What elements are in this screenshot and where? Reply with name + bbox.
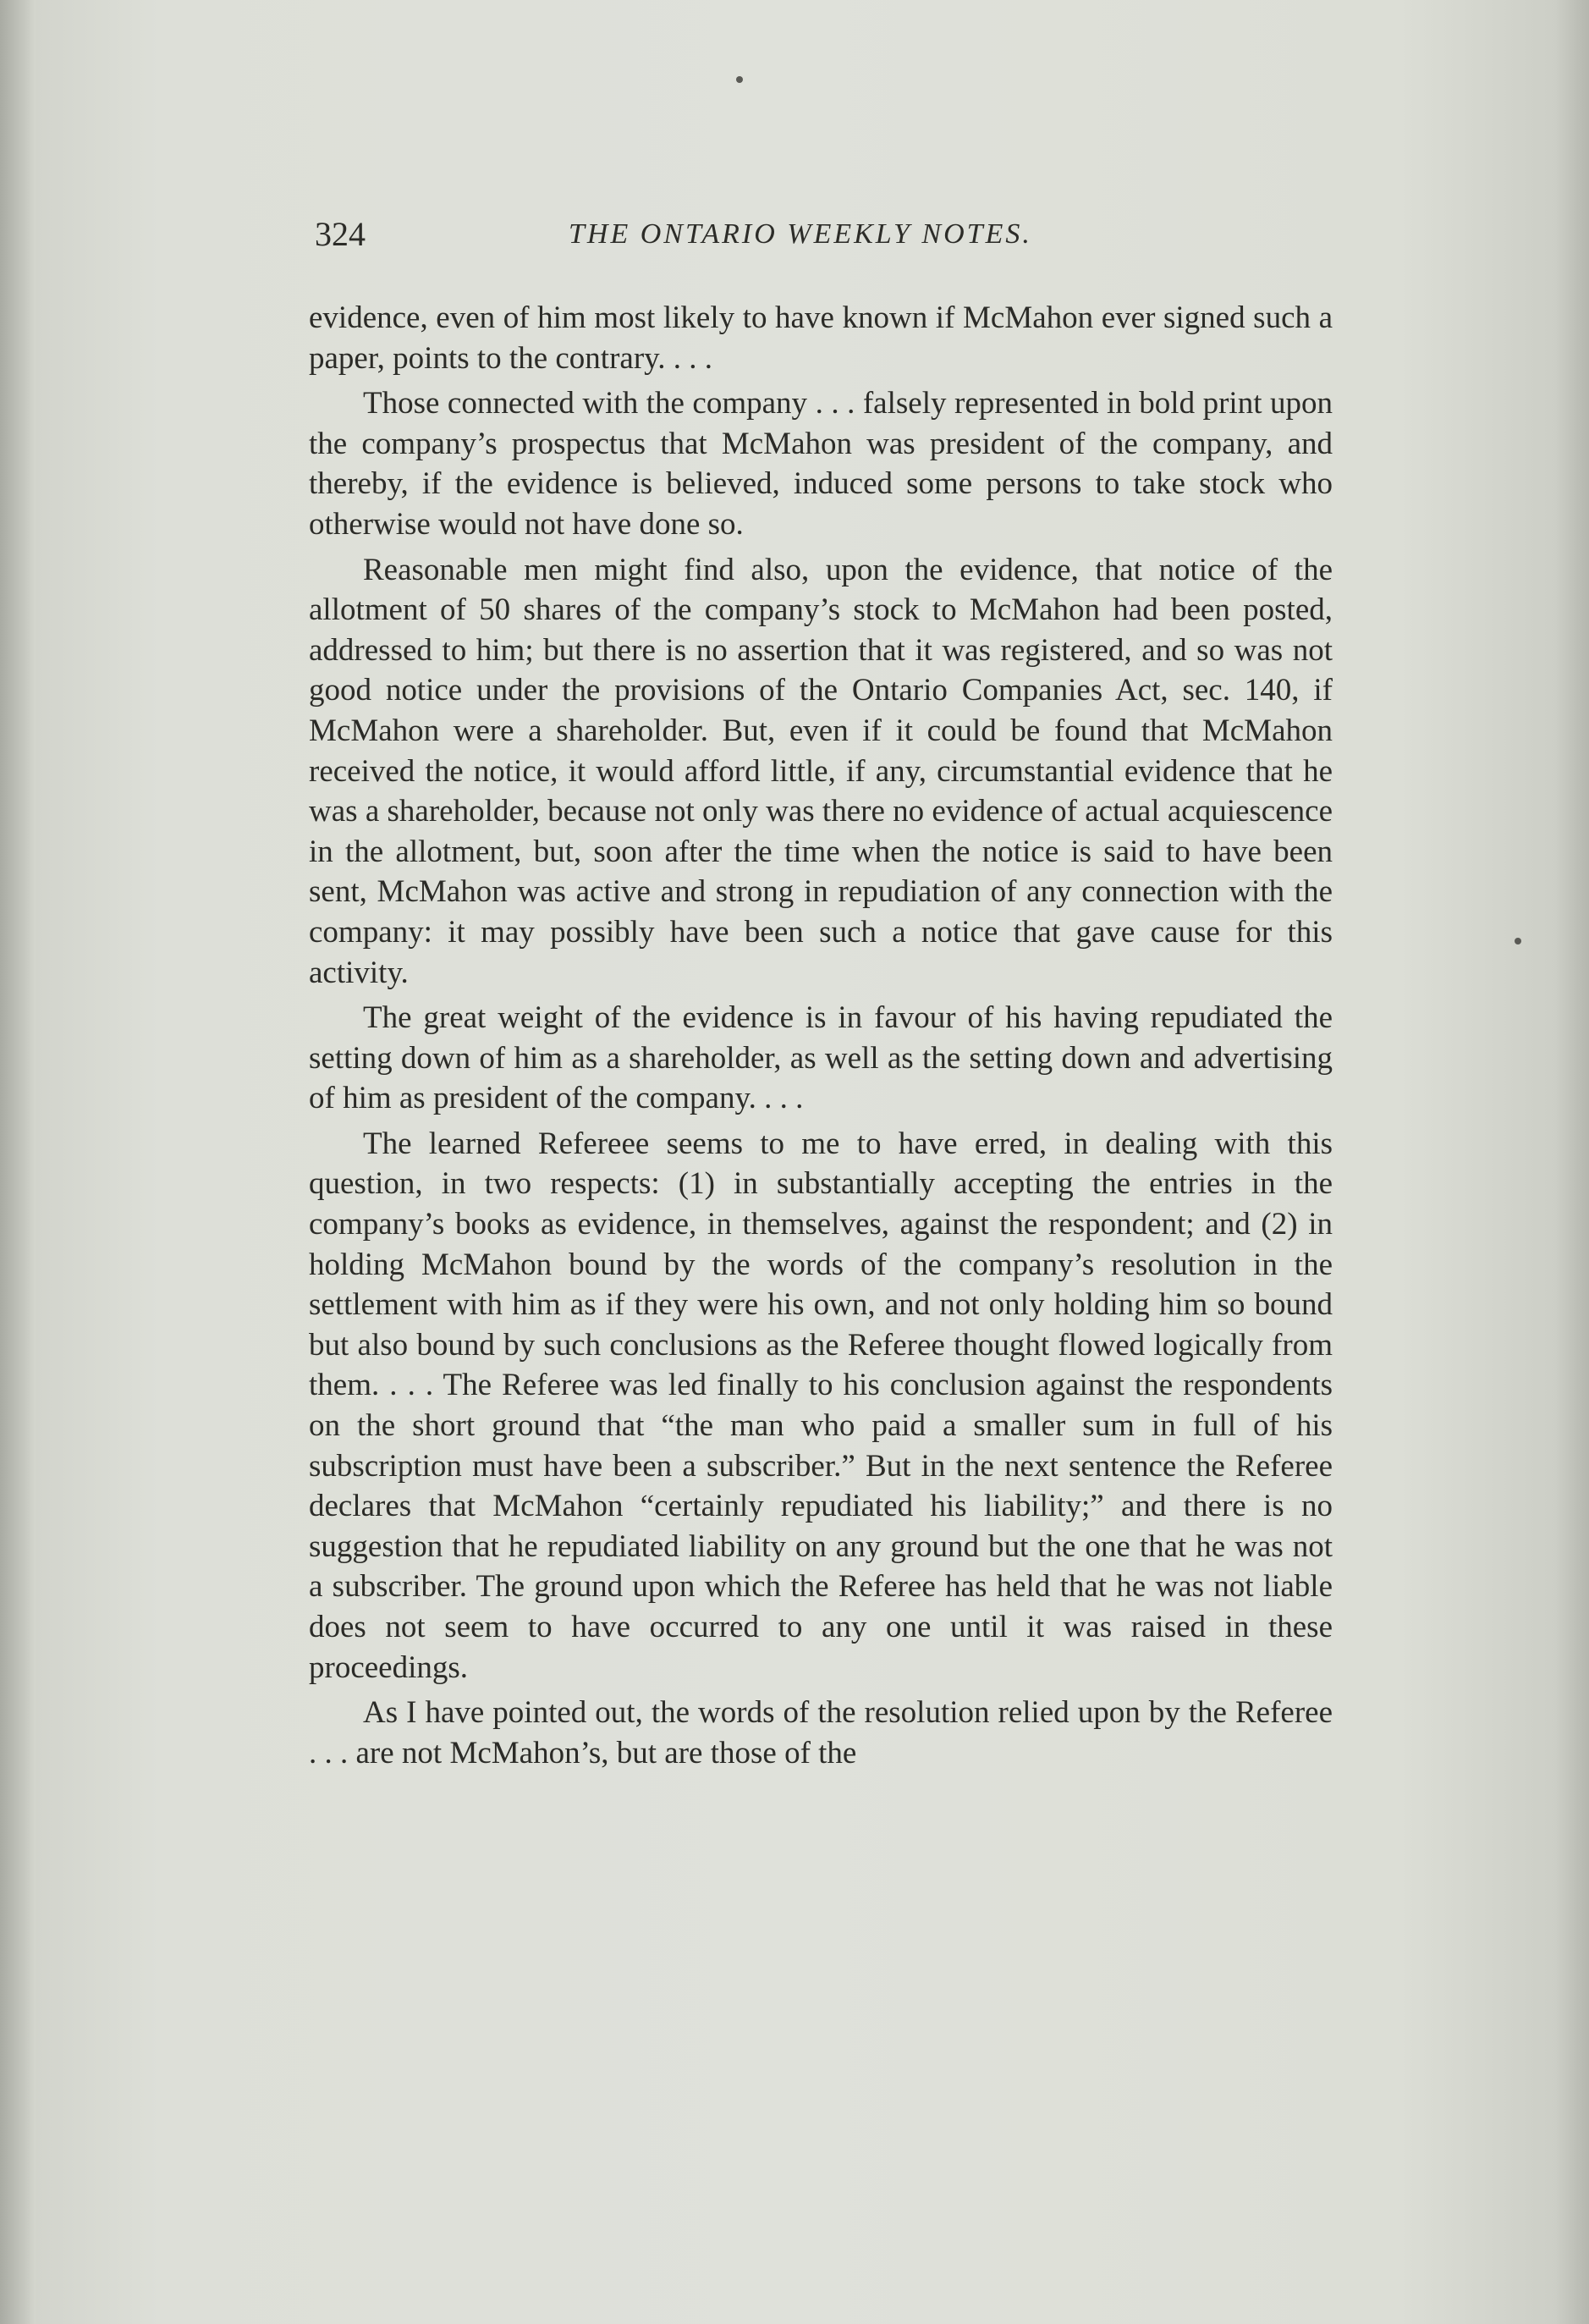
speck-mark xyxy=(1515,938,1521,944)
page-number: 324 xyxy=(315,215,366,253)
journal-title: THE ONTARIO WEEKLY NOTES. xyxy=(569,218,1032,250)
running-head xyxy=(315,214,1337,265)
paragraph: Those connected with the company . . . falsely represented in bold print upon the company’s prospectus that McMahon was president of the company, and thereby, if the evidence is believed, induced some persons to take stock who otherwise would not have done so. xyxy=(309,386,1333,542)
paragraph: The great weight of the evidence is in favour of his having repudiated the setting down of him as a shareholder, as well as the setting down and advertising of him as president of the company. . . . xyxy=(309,1000,1333,1116)
speck-mark xyxy=(736,76,743,83)
paragraph: As I have pointed out, the words of the resolution relied upon by the Referee . . . are not McMahon’s, but are those of the xyxy=(309,1695,1333,1771)
paragraph-continued: evidence, even of him most likely to have known if McMahon ever signed such a paper, points to the contrary. . . . xyxy=(309,300,1333,376)
paragraph: Reasonable men might find also, upon the evidence, that notice of the allotment of 50 shares of the company’s stock to McMahon had been posted, addressed to him; but there is no assertion that it was registered, and so was not good notice under the provisions of the Ontario Companies Act, sec. 140, if McMahon were a shareholder. But, even if it could be found that McMahon received the notice, it would afford little, if any, circumstantial evidence that he was a shareholder, because not only was there no evidence of actual acquiescence in the allotment, but, soon after the time when the notice is said to have been sent, McMahon was active and strong in repudiation of any connection with the company: it may possibly have been such a notice that gave cause for this activity. xyxy=(309,552,1333,990)
paragraph: The learned Refereee seems to me to have erred, in dealing with this question, in two respects: (1) in substantially accepting the entries in the company’s books as evidence, in themselves, against the respondent; and (2) in holding McMahon bound by the words of the company’s resolution in the settlement with him as if they were his own, and not only holding him so bound but also bound by such conclusions as the Referee thought flowed logically from them. . . . The Referee was led finally to his conclusion against the respondents on the short ground that “the man who paid a smaller sum in full of his subscription must have been a subscriber.” But in the next sentence the Referee declares that McMahon “certainly repudiated his liability;” and there is no suggestion that he repudiated liability on any ground but the one that he was not a subscriber. The ground upon which the Referee has held that he was not liable does not seem to have occurred to any one until it was raised in these proceedings. xyxy=(309,1126,1333,1685)
page-edge-shadow xyxy=(1555,0,1589,2324)
page-gutter-shadow xyxy=(0,0,36,2324)
body-text xyxy=(309,298,1333,1778)
